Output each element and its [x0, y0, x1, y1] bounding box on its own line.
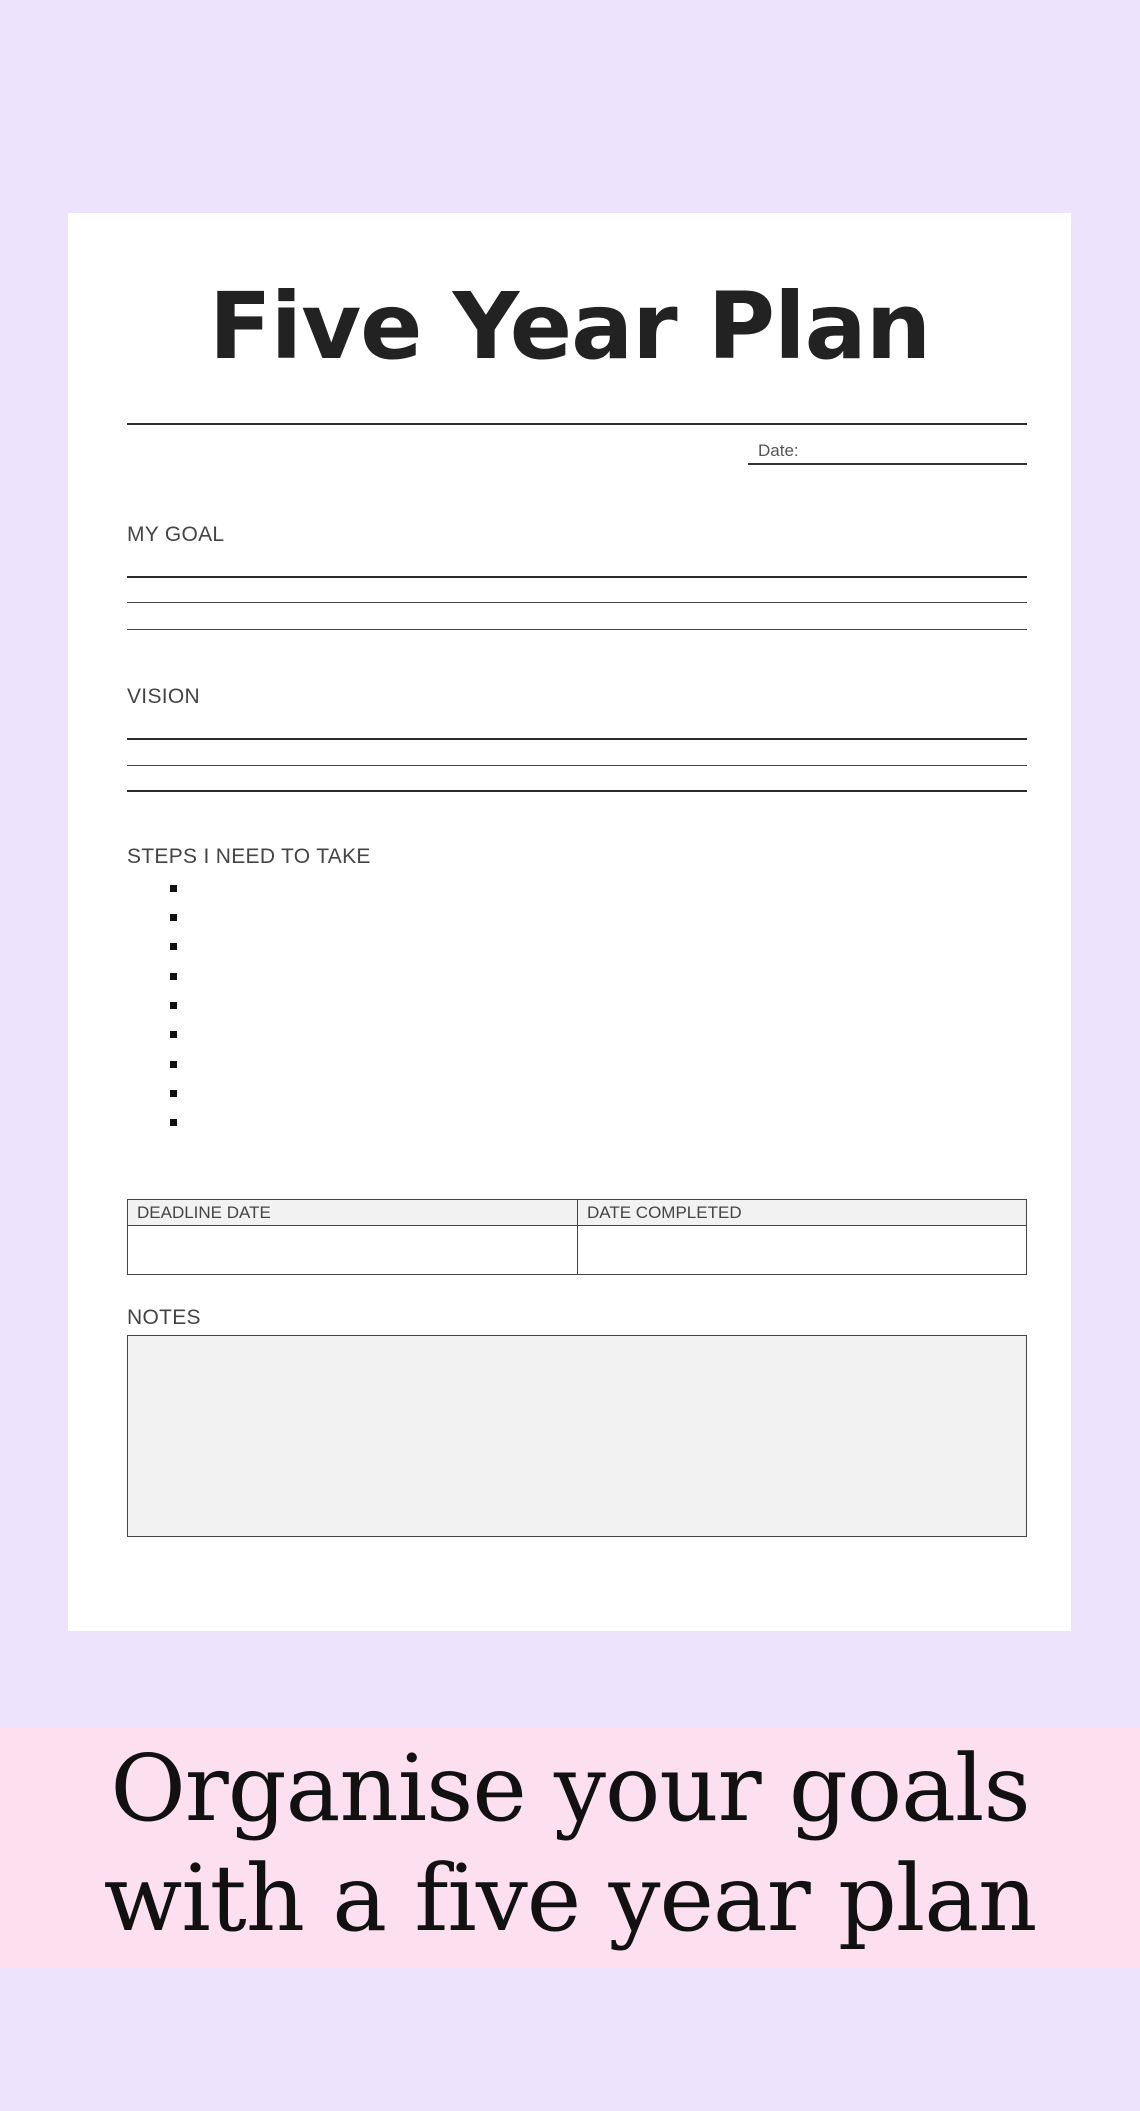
step-bullet: [170, 1090, 177, 1097]
date-field-line[interactable]: [748, 463, 1027, 465]
my-goal-line-2[interactable]: [127, 602, 1027, 603]
vision-line-3[interactable]: [127, 790, 1027, 792]
step-bullet: [170, 1031, 177, 1038]
my-goal-line-3[interactable]: [127, 629, 1027, 630]
step-bullet: [170, 1002, 177, 1009]
steps-label: STEPS I NEED TO TAKE: [127, 845, 371, 868]
vision-line-1[interactable]: [127, 738, 1027, 740]
caption-banner: [0, 1727, 1140, 1967]
date-completed-column[interactable]: [578, 1200, 1026, 1274]
deadline-table: [127, 1199, 1027, 1275]
step-bullet: [170, 885, 177, 892]
date-label: Date:: [758, 441, 799, 460]
notes-label: NOTES: [127, 1306, 201, 1329]
caption-line-1: Organise your goals: [110, 1735, 1030, 1842]
deadline-date-header: DEADLINE DATE: [128, 1200, 577, 1226]
deadline-date-column[interactable]: [128, 1200, 578, 1274]
step-bullet: [170, 1061, 177, 1068]
page-title: Five Year Plan: [208, 273, 931, 380]
caption-line-2: with a five year plan: [103, 1845, 1037, 1952]
title-divider: [127, 423, 1027, 425]
vision-label: VISION: [127, 685, 200, 708]
notes-box[interactable]: [127, 1335, 1027, 1537]
planner-page: [68, 213, 1071, 1631]
step-bullet: [170, 1119, 177, 1126]
step-bullet: [170, 943, 177, 950]
vision-line-2[interactable]: [127, 765, 1027, 766]
my-goal-line-1[interactable]: [127, 576, 1027, 578]
date-completed-header: DATE COMPLETED: [578, 1200, 1026, 1226]
my-goal-label: MY GOAL: [127, 523, 225, 546]
step-bullet: [170, 914, 177, 921]
step-bullet: [170, 973, 177, 980]
